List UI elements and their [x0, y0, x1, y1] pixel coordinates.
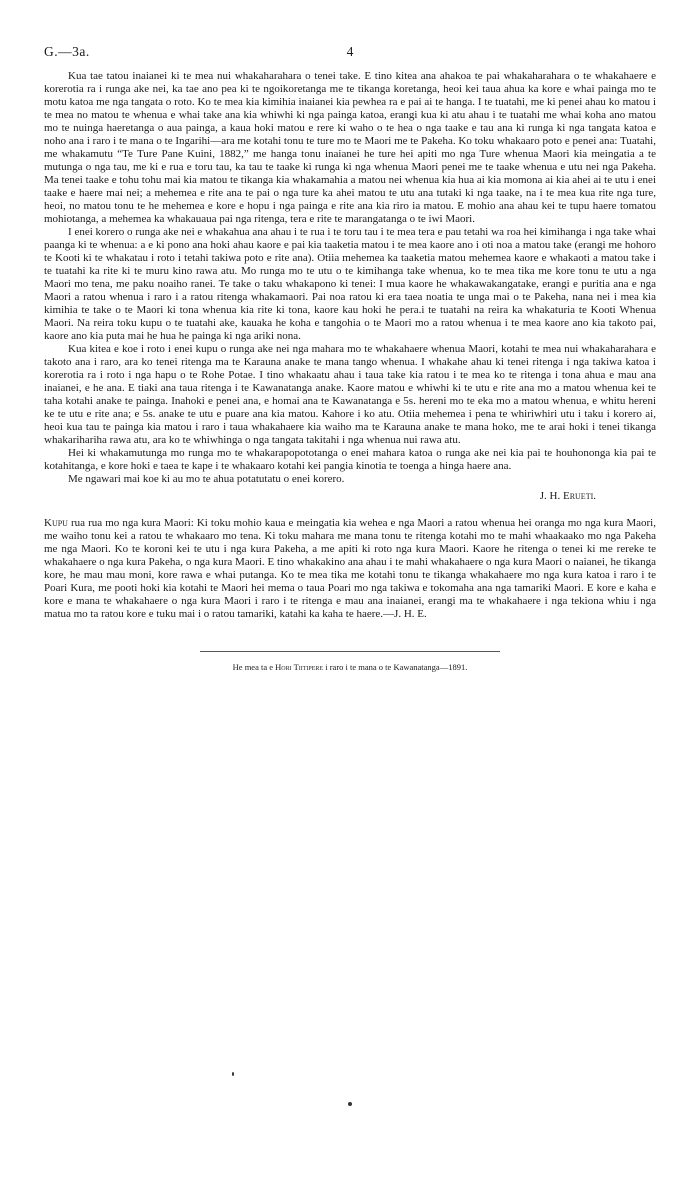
printer-name: Hori Tiitipere — [275, 662, 324, 672]
postscript-lead: Kupu — [44, 517, 68, 529]
paragraph: Kua tae tatou inaianei ki te mea nui whakaharahara o tenei take. E tino kitea ana ahakoa te pai whakaharahara o te whakahaere e korerotia ra i runga ake nei, ka tae ano pea ki te ngoikoretanga me te tikanga koretanga, heoi kei taua ahua ka kore e whai painga mo te motu katoa me nga tangata o roto. Ko te mea kia kimihia inaianei kia pewhea ra e pai ai te hanga. I te tuatahi, me ki penei ahau ko matou i te mea no matou te whenua e whai take ana kia whiwhi ki nga painga katoa, erangi kua ki atu ahau i te tuatahi me whai koha ano matou mo te nuinga haeretanga o aua painga, a kaua hoki matou e rere ki waho o te hea o nga taake e tau ana ki runga ki nga tangata katoa e noho ana i raro i te mana o te Ingarihi—ara me kotahi tonu te ture mo te Maori me te Pakeha. Ko toku whakaaro poto e penei ana: Tuatahi, me whakamutu “Te Ture Pane Kuini, 1882,” me hanga tonu inaianei he ture hei apiti mo nga Ture whenua Maori kia meingatia a te mutunga o nga tau, me ki e rua e toru tau, ka tau te taake ki runga ki nga whenua Maori penei me te taake whenua e utu nei nga Pakeha. Ma tenei taake e tohu tohu mai kia matou te tikanga kia whakamahia a matou nei whenua kia hua ai kia momona ai kia ahei ai te utu i enei taake e haere mai nei; a mehemea e rite ana te pai o nga ture ka ahei matou te utu ana tutaki ki nga taake, na i te mea kua rite nga ture, heoi, no matou tonu te he mehemea e kore e hopu i nga painga e rite ana kia riro ia matou. E mohio ana ahau kei te tupu haere tomatou mohiotanga, a mehemea ka whakauaua pai nga ritenga, tera e rite te marangatanga o te iwi Maori. — [44, 70, 656, 225]
signature: J. H. Erueti. — [539, 490, 596, 502]
document-reference: G.—3a. — [44, 44, 90, 59]
paragraph: Me ngawari mai koe ki au mo te ahua potatutatu o enei korero. — [68, 473, 345, 485]
page-number: 4 — [346, 44, 354, 59]
paragraph: I enei korero o runga ake nei e whakahua ana ahau i te rua i te toru tau i te mea tera e pau tetahi wa roa hei kimihanga i nga take whai paanga ki te whenua: a e ki pono ana hoki ahau kaore e pai kia taaketia matou i te mea kaore ano i oti noa a matou take (erangi me hohoro te Kooti ki te whakatau i roto i tetahi takiwa poto e rite ana). Otiia mehemea ka taaketia matou mehemea kaore e whakaoti a matou take i te tuatahi ka rite ki te muru kino rawa atu. Mo runga mo te utu o te kimihanga take whenua, ko te mea tika me kore tonu te utu a nga Maori mo tena, me paku noaiho ranei. Te take o taku whakapono ki tenei: I mua kaore he whakawakangatake, erangi e puritia ana e nga Maori a ratou whenua i raro i a ratou ritenga whakamaori. Pai noa ratou ki era taea noatia te unga mai o te Pakeha, nana nei i mea kia kimihia te take o te Maori ki tona whenua kia rite ki tona, kaore kau hoki he pera.i te tuatahi na reira ka whakaturia te Kooti Whenua Maori. Na reira toku kupu o te tuatahi ake, kauaka he koha e tangohia o te Maori mo a ratou whenua i te mea kaore ano kia takoto pai, kaore ano kia puta mai he hua he painga ki nga ariki nona. — [44, 226, 656, 342]
footer-suffix: i raro i te mana o te Kawanatanga—1891. — [323, 662, 468, 672]
footer-prefix: He mea ta e — [232, 662, 276, 672]
document-page — [44, 44, 656, 673]
letter-body — [44, 70, 656, 486]
postscript-text: rua rua mo nga kura Maori: Ki toku mohio kaua e meingatia kia wehea e nga Maori a ratou whenua hei oranga mo nga kura Maori, me waiho tonu kei a ratou te whakaaro mo tena. Ki toku mahara me mana tonu te ritenga kotahi mo te mahi whaakaako mo nga Pakeha me nga Maori. Ko te koroni kei te utu i nga kura Pakeha, a me apiti ki roto nga kura Maori. Kaore he ritenga o tenei ki me rereke te whakahaere o nga kura Pakeha, o nga kura Maori. E tino whakakino ana ahau i te mahi whakahaere o nga kura Maori o naianei, he tikanga kore, he mau mau moni, kore rawa e whai putanga. Ko te mea tika me kotahi tonu te tikanga whakahaere mo nga kura katoa i raro i te Poari Kura, me pooti hoki kia kotahi te Maori hei mema o taua Poari mo nga takiwa e tokomaha ana nga tamariki Maori. E kore e kaha e kore e mana te whakahaere o nga kura Maori i raro i te ritenga e mau ana inaianei, erangi ma te whakahaere i nga tekiona whiu i nga matua mo ta ratou kore e tuku mai i o ratou tamariki, katahi ka kaha te haere.—J. H. E. — [44, 517, 656, 620]
postscript — [44, 517, 656, 621]
scan-speck — [232, 1072, 234, 1076]
scan-speck — [348, 1102, 352, 1106]
printer-footer — [44, 662, 656, 673]
paragraph: Hei ki whakamutunga mo runga mo te whakarapopototanga o enei mahara katoa o runga ake nei kia pai te houhononga kia pai te kotahitanga, e kore hoki e taea te kape i te whakaaro kotahi kei pangia kinotia te toenga a hinga haere ana. — [44, 447, 656, 472]
footer-rule — [200, 651, 500, 652]
paragraph: Kua kitea e koe i roto i enei kupu o runga ake nei nga mahara mo te whakahaere whenua Maori, kotahi te mea nui whakaharahara e takoto ana i raro, ara ko tenei ritenga ma te Karauna anake te mana tango whenua. I whakahe ahau ki tenei ritenga i nga takiwa katoa i korerotia ra i roto i nga hapu o te Rohe Potae. I tino whakaatu ahau i taua take kia ratou i te mea ko te ritenga i tona ahua e mau ana inaianei, e he ana. E tiaki ana taua ritenga i te Kawanatanga anake. Kaore matou e whiwhi ki te utu e rite ana mo a matou whenua kei te taha kotahi anake te painga. Inahoki e penei ana, e homai ana te Kawanatanga e 5s. hereni mo te eka mo a matou whenua, e whitu hereni ke te utu e rite ana; e 5s. anake te utu e puare ana kia matou. Kahore i ko atu. Otiia mehemea i pena te whiriwhiri utu i taku i korero ai, heoi kua tau te painga kia matou i raro i taua whakahaere kia waiho ma te Karauna anake te mana hoko, me te arai hoki i tenei tikanga whakarihariha rawa atu, ara ko te whiwhinga o nga tangata takitahi i nga whenua nui rawa atu. — [44, 343, 656, 446]
page-header — [44, 44, 656, 66]
